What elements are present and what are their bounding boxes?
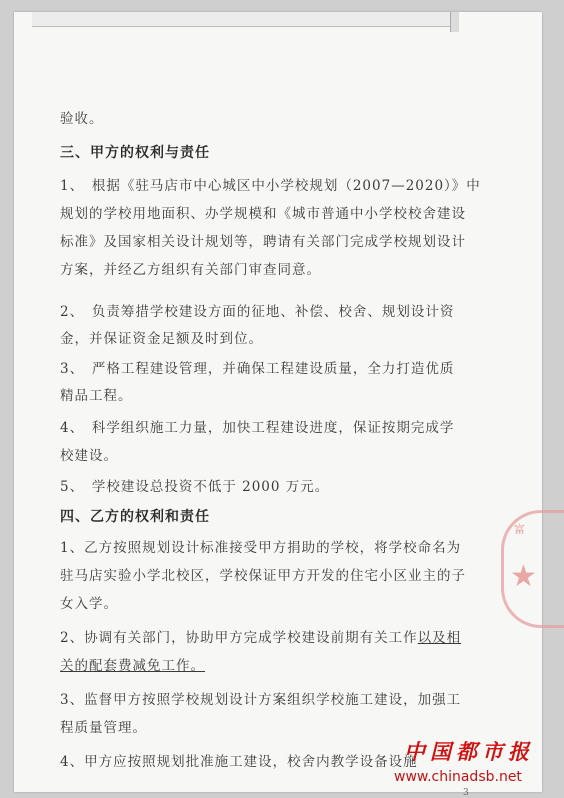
text-line: 4、甲方应按照规划批准施工建设，校舍内教学设备设施 <box>60 754 418 770</box>
text-line: 精品工程。 <box>60 388 133 404</box>
previous-page-edge <box>32 12 456 27</box>
star-icon: ★ <box>510 559 537 594</box>
stamp-text: 富 <box>514 523 525 536</box>
text-line: 三、甲方的权利与责任 <box>60 145 210 161</box>
text-line: 女入学。 <box>60 596 118 612</box>
text-line: 验收。 <box>60 111 104 127</box>
text-line: 2、 负责筹措学校建设方面的征地、补偿、校舍、规划设计资 <box>60 304 455 320</box>
text-line: 3、监督甲方按照学校规划设计方案组织学校施工建设，加强工 <box>60 692 462 708</box>
watermark-url: www.chinadsb.net <box>394 769 522 785</box>
text-line: 方案，并经乙方组织有关部门审查同意。 <box>60 262 321 278</box>
page-fold <box>450 12 459 32</box>
text-line: 2、协调有关部门，协助甲方完成学校建设前期有关工作以及相 <box>60 630 462 646</box>
watermark-logo: 中国都市报 <box>404 739 534 764</box>
text-line: 3、 严格工程建设管理，并确保工程建设质量，全力打造优质 <box>60 361 455 377</box>
text-line: 5、 学校建设总投资不低于 2000 万元。 <box>60 479 330 495</box>
text-line: 标准》及国家相关设计规划等，聘请有关部门完成学校规划设计 <box>60 234 466 250</box>
text-line: 规划的学校用地面积、办学规模和《城市普通中小学校校舍建设 <box>60 206 466 222</box>
red-seal-stamp <box>501 510 564 628</box>
text-line: 1、 根据《驻马店市中心城区中小学校规划（2007—2020）》中 <box>60 178 481 194</box>
text-line: 1、乙方按照规划设计标准接受甲方捐助的学校，将学校命名为 <box>60 540 462 556</box>
text-line: 关的配套费减免工作。 <box>60 658 205 674</box>
text-line: 校建设。 <box>60 448 118 464</box>
text-line: 四、乙方的权利和责任 <box>60 509 210 525</box>
text-line: 驻马店实验小学北校区，学校保证甲方开发的住宅小区业主的子 <box>60 568 466 584</box>
text-line: 4、 科学组织施工力量，加快工程建设进度，保证按期完成学 <box>60 420 455 436</box>
document-page <box>14 12 542 798</box>
text-line: 金，并保证资金足额及时到位。 <box>60 331 263 347</box>
text-line: 程质量管理。 <box>60 720 147 736</box>
page-number: 3 <box>463 788 469 798</box>
